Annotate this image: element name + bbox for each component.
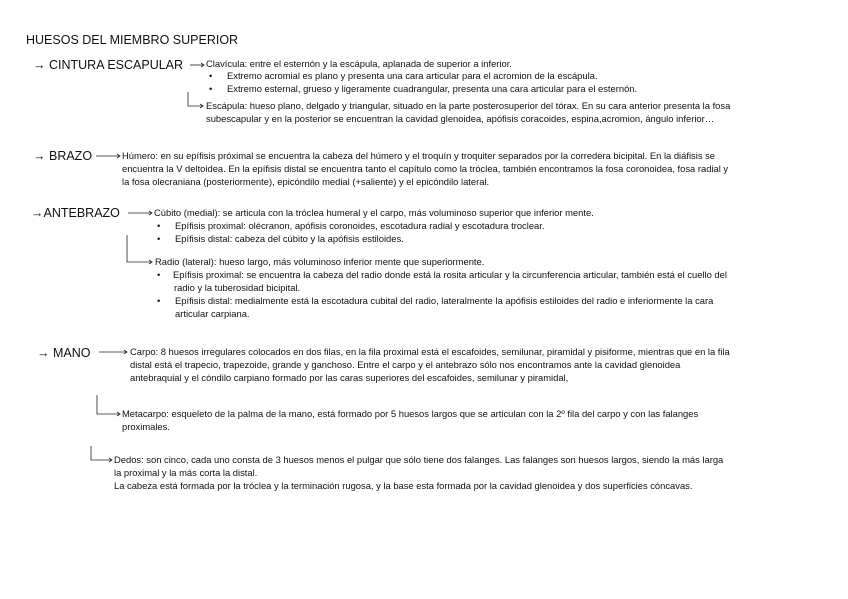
metacarpo-text-line1: Metacarpo: esqueleto de la palma de la mano, está formado por 5 huesos largos que se articulan con la 2º fila del carpo y con las falanges [122,408,699,419]
bullet-icon: • [209,70,213,81]
bullet-text: Extremo esternal, grueso y ligeramente cuadrangular, presenta una cara articular para el esternón. [227,83,638,94]
list-item [157,295,714,319]
section-antebrazo-heading [31,206,120,221]
escapula-text-line1: Escápula: hueso plano, delgado y triangular, situado en la parte posterosuperior del tórax. En su cara anterior presenta la fosa [206,100,731,111]
bullet-text-line1: Epífisis distal: medialmente está la escotadura cubital del radio, lateralmente la apófisis estiloides del radio e inferiormente la cara [175,295,714,306]
bullet-icon: • [209,83,213,94]
list-item [209,83,638,96]
section-brazo-heading [33,149,92,164]
bullet-text: Epífisis proximal: olécranon, apófisis coronoides, escotadura radial y escotadura troclear. [175,220,545,231]
arrow-icon: → [33,149,46,163]
humero-text-line2: encuentra la V deltoidea. En la epífisis distal se encuentra tanto el capítulo como la tróclea, también encontramos la fosa coronoidea, fosa radial y [122,163,729,174]
escapula-text-line2: subescapular y en la posterior se encuentran la cavidad glenoidea, apófisis coracoides, espina,acromion, ángulo inferior… [206,113,715,124]
radio-text: Radio (lateral): hueso largo, más voluminoso inferior mente que superiormente. [155,256,485,267]
section-cintura-heading [33,58,183,73]
humero-text-line3: la fosa olecraniana (posteriormente), epicóndilo medial (+saliente) y el epicóndilo lateral. [122,176,490,187]
bullet-icon: • [157,269,161,280]
carpo-text-line3: antebraquial y el cóndilo carpiano formado por las caras superiores del escafoides, semilunar y piramidal, [130,372,569,383]
bullet-icon: • [157,233,161,244]
carpo-text-line1: Carpo: 8 huesos irregulares colocados en dos filas, en la fila proximal está el escafoides, semilunar, piramidal y pisiforme, mientras que en la fila [130,346,730,357]
dedos-text-line1: Dedos: son cinco, cada uno consta de 3 huesos menos el pulgar que sólo tiene dos falanges. Las falanges son huesos largos, siendo la más larga [114,454,724,465]
bullet-icon: • [157,220,161,231]
arrow-icon: → [37,346,50,360]
carpo-text-line2: distal está el trapecio, trapezoide, grande y ganchoso. Entre el carpo y el antebrazo sólo nos encontramos ante la cavidad glenoidea [130,359,681,370]
dedos-text-line3: La cabeza está formada por la tróclea y la terminación rugosa, y la base esta formada por la cavidad glenoidea y dos superficies cóncavas. [114,480,693,491]
page-title: HUESOS DEL MIEMBRO SUPERIOR [26,33,239,47]
clavicula-text: Clavícula: entre el esternón y la escápula, aplanada de superior a inferior. [206,58,512,69]
bullet-icon: • [157,295,161,306]
section-label: MANO [52,346,91,360]
list-item [157,233,404,246]
section-label: BRAZO [48,149,93,163]
list-item [157,269,727,293]
section-label: ANTEBRAZO [43,206,120,220]
bullet-text: Extremo acromial es plano y presenta una cara articular para el acromion de la escápula. [227,70,598,81]
humero-text-line1: Húmero: en su epífisis próximal se encuentra la cabeza del húmero y el troquín y troquiter separados por la corredera bicipital. En la diáfisis se [122,150,716,161]
list-item [209,70,598,83]
metacarpo-text-line2: proximales. [122,421,170,432]
cubito-text: Cúbito (medial): se articula con la tróclea humeral y el carpo, más voluminoso superior que inferior mente. [154,207,594,218]
list-item [157,220,545,233]
bullet-text-line2: articular carpiana. [175,307,250,319]
dedos-text-line2: la proximal y la más corta la distal. [114,467,258,478]
arrow-icon: → [31,206,44,220]
bullet-text-line1: Epífisis proximal: se encuentra la cabeza del radio donde está la rosita articular y la circunferencia articular, también está el cuello del [173,269,727,280]
bullet-text: Epífisis distal: cabeza del cúbito y la apófisis estiloides. [175,233,404,244]
section-mano-heading [37,346,90,361]
section-label: CINTURA ESCAPULAR [48,58,184,72]
bullet-text-line2: radio y la tuberosidad bicipital. [174,281,301,293]
arrow-icon: → [33,58,46,72]
